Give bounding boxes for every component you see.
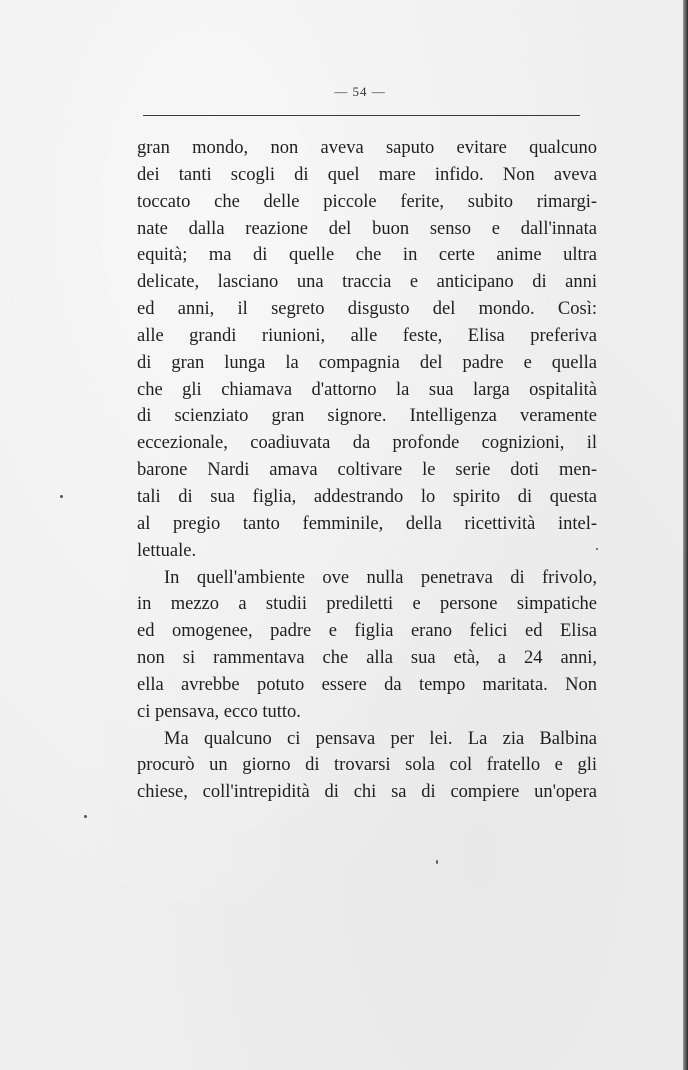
paper-speck — [84, 815, 87, 818]
text-line: equità; ma di quelle che in certe anime ultra — [137, 245, 597, 266]
text-line: ed anni, il segreto disgusto del mondo. Così: — [137, 299, 597, 320]
text-line: ci pensava, ecco tutto. — [137, 701, 301, 722]
paper-speck — [596, 548, 598, 550]
text-line: chiese, coll'intrepidità di chi sa di compiere un'opera — [137, 782, 597, 803]
text-line: di gran lunga la compagnia del padre e quella — [137, 352, 597, 373]
paper-speck — [60, 495, 63, 498]
text-line: gran mondo, non aveva saputo evitare qualcuno — [137, 138, 597, 158]
text-line: ed omogenee, padre e figlia erano felici ed Elisa — [137, 621, 597, 642]
text-line: procurò un giorno di trovarsi sola col fratello e gli — [137, 755, 597, 776]
text-line: lettuale. — [137, 540, 197, 561]
text-line: barone Nardi amava coltivare le serie doti men- — [137, 460, 597, 481]
text-line: di scienziato gran signore. Intelligenza veramente — [137, 406, 597, 427]
text-line: eccezionale, coadiuvata da profonde cognizioni, il — [137, 433, 597, 454]
page-number: — 54 — — [334, 84, 386, 99]
text-line: alle grandi riunioni, alle feste, Elisa preferiva — [137, 325, 597, 346]
text-line: In quell'ambiente ove nulla penetrava di frivolo, — [164, 567, 597, 588]
text-line: ella avrebbe potuto essere da tempo maritata. Non — [137, 674, 597, 695]
text-line: in mezzo a studii prediletti e persone simpatiche — [137, 594, 597, 615]
text-line: tali di sua figlia, addestrando lo spirito di questa — [137, 486, 597, 507]
text-line: delicate, lasciano una traccia e anticipano di anni — [137, 272, 597, 293]
text-line: che gli chiamava d'attorno la sua larga ospitalità — [137, 379, 597, 400]
paper-speck — [436, 860, 438, 864]
text-line: Ma qualcuno ci pensava per lei. La zia Balbina — [164, 728, 597, 749]
text-line: toccato che delle piccole ferite, subito rimargi- — [137, 191, 597, 212]
header-rule — [143, 115, 580, 116]
text-line: al pregio tanto femminile, della ricettività intel- — [137, 513, 597, 534]
body-text — [137, 135, 597, 806]
text-line: nate dalla reazione del buon senso e dall'innata — [137, 218, 597, 239]
text-line: non si rammentava che alla sua età, a 24 anni, — [137, 648, 597, 669]
text-line: dei tanti scogli di quel mare infido. Non aveva — [137, 164, 597, 185]
page-binding-edge — [683, 0, 688, 1070]
